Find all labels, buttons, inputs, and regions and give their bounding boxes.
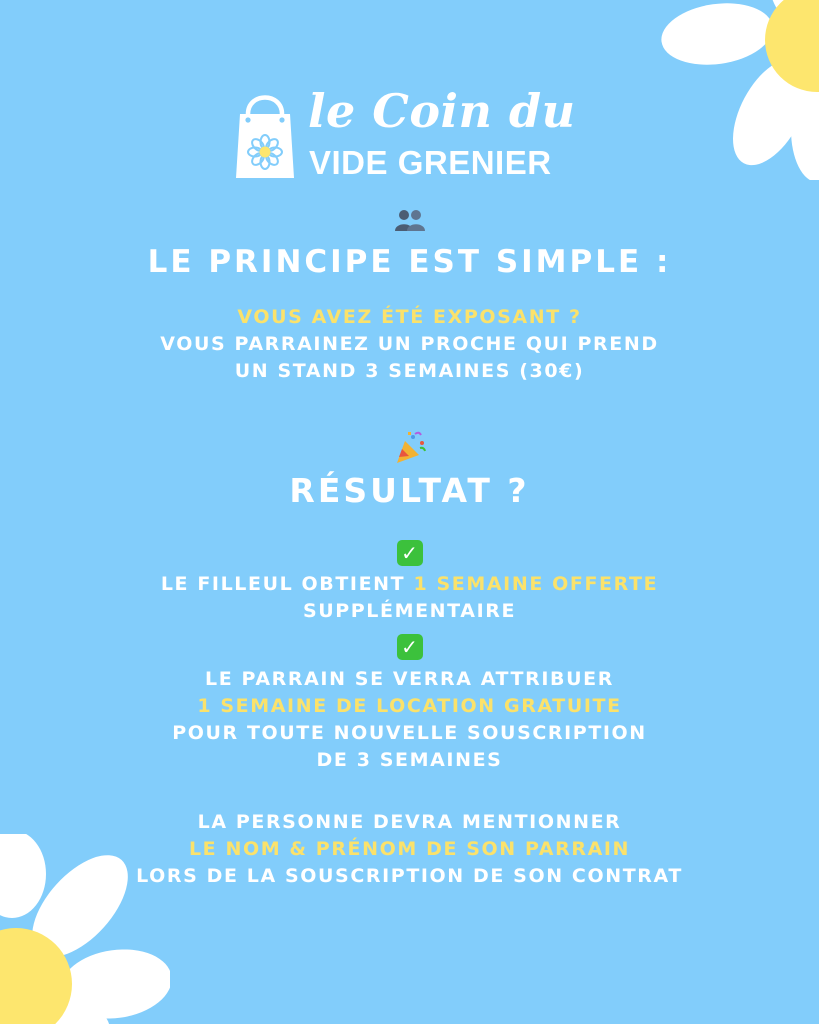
parrain-line-4: DE 3 SEMAINES — [316, 749, 503, 771]
principe-heading: LE PRINCIPE EST SIMPLE : — [147, 244, 672, 280]
logo-title: le Coin du — [308, 84, 576, 138]
filleul-before: LE FILLEUL OBTIENT — [160, 573, 414, 595]
parrain-text — [0, 666, 819, 774]
shopping-bag-icon — [234, 90, 296, 182]
daisy-top-right-icon — [659, 0, 819, 180]
logo — [232, 84, 576, 186]
busts-in-silhouette-icon — [0, 208, 819, 238]
check-mark-icon: ✓ — [0, 632, 819, 660]
parrain-highlight: 1 SEMAINE DE LOCATION GRATUITE — [197, 695, 622, 717]
filleul-line-2: SUPPLÉMENTAIRE — [302, 600, 517, 622]
logo-subtitle: VIDE GRENIER — [309, 144, 552, 181]
principe-question: VOUS AVEZ ÉTÉ EXPOSANT ? — [237, 306, 582, 328]
mention-highlight: LE NOM & PRÉNOM DE SON PARRAIN — [188, 838, 631, 860]
filleul-highlight: 1 SEMAINE OFFERTE — [413, 573, 659, 595]
mention-line-3: LORS DE LA SOUSCRIPTION DE SON CONTRAT — [136, 865, 683, 887]
check-mark-icon: ✓ — [0, 538, 819, 566]
mention-text — [0, 809, 819, 890]
principe-line-2: VOUS PARRAINEZ UN PROCHE QUI PREND — [160, 333, 659, 355]
party-popper-icon — [0, 431, 819, 471]
principe-text — [0, 304, 819, 385]
resultat-heading: RÉSULTAT ? — [289, 471, 530, 510]
filleul-text — [0, 571, 819, 625]
parrain-line-1: LE PARRAIN SE VERRA ATTRIBUER — [205, 668, 614, 690]
principe-line-3: UN STAND 3 SEMAINES (30€) — [234, 360, 585, 382]
parrain-line-3: POUR TOUTE NOUVELLE SOUSCRIPTION — [172, 722, 647, 744]
mention-line-1: LA PERSONNE DEVRA MENTIONNER — [197, 811, 622, 833]
